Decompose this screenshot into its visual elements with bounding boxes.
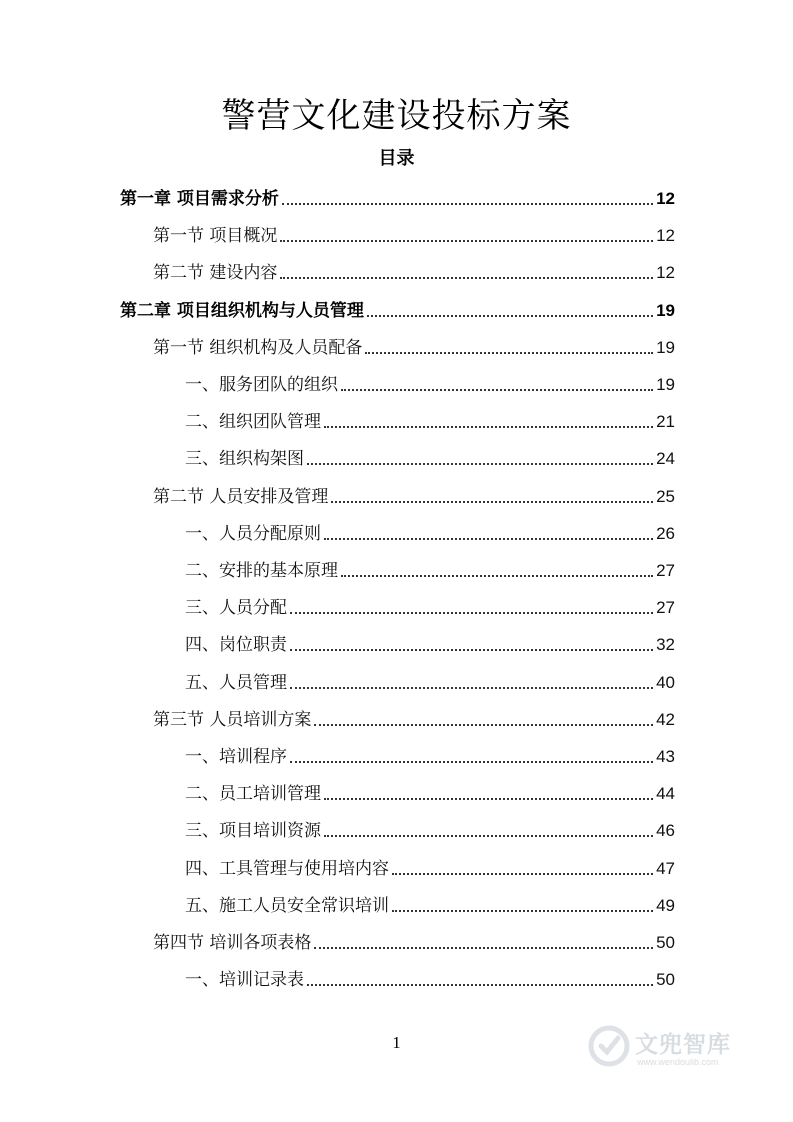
toc-dot-leader (282, 203, 653, 205)
toc-entry-label: 第一节 项目概况 (153, 226, 278, 247)
toc-entry-label: 第二节 人员安排及管理 (153, 486, 329, 507)
toc-entry[interactable] (153, 478, 675, 508)
toc-entry[interactable] (185, 961, 675, 991)
toc-entry-label: 第一章 项目需求分析 (120, 189, 279, 209)
toc-dot-leader (365, 352, 653, 354)
watermark-text: 文兜智库 (635, 1032, 731, 1058)
toc-entry-page: 50 (656, 970, 675, 990)
toc-entry-label: 四、岗位职责 (185, 635, 287, 656)
toc-entry[interactable] (185, 552, 675, 582)
toc-entry-page: 43 (656, 747, 675, 766)
toc-dot-leader (367, 315, 653, 317)
toc-dot-leader (314, 724, 653, 726)
toc-entry[interactable] (185, 589, 675, 619)
toc-entry-page: 26 (656, 523, 675, 543)
toc-entry-label: 三、项目培训资源 (185, 821, 321, 842)
toc-entry-page: 27 (656, 561, 675, 580)
toc-entry-page: 42 (656, 709, 675, 729)
toc-entry-page: 40 (656, 672, 675, 692)
toc-heading: 目录 (378, 148, 415, 169)
toc-entry[interactable] (185, 366, 675, 396)
toc-entry-label: 四、工具管理与使用培内容 (185, 858, 389, 879)
toc-entry-label: 第四节 培训各项表格 (153, 933, 312, 953)
toc-entry-label: 五、人员管理 (185, 672, 287, 693)
watermark-url: www.wendoulib.com (637, 1057, 719, 1067)
toc-entry-label: 一、培训记录表 (185, 970, 304, 991)
toc-entry-label: 第三节 人员培训方案 (153, 709, 312, 730)
toc-dot-leader (290, 612, 653, 614)
toc-entry-label: 第二节 建设内容 (153, 263, 278, 284)
toc-entry-label: 三、组织构架图 (185, 449, 304, 470)
toc-entry-page: 32 (656, 635, 675, 655)
toc-entry[interactable] (185, 738, 675, 768)
toc-entry[interactable] (185, 440, 675, 470)
toc-entry[interactable] (185, 775, 675, 805)
toc-entry-label: 二、安排的基本原理 (185, 561, 338, 581)
toc-entry[interactable] (185, 515, 675, 545)
toc-entry-page: 19 (656, 337, 675, 357)
toc-entry-page: 27 (656, 598, 675, 618)
toc-entry[interactable] (120, 292, 675, 322)
toc-entry-label: 第一节 组织机构及人员配备 (153, 337, 363, 358)
toc-dot-leader (392, 910, 653, 912)
document-title: 警营文化建设投标方案 (221, 96, 572, 136)
toc-entry-page: 19 (656, 300, 675, 320)
toc-entry[interactable] (120, 180, 675, 210)
logo-icon (587, 1024, 631, 1068)
toc-dot-leader (341, 389, 653, 391)
toc-entry[interactable] (185, 664, 675, 694)
toc-entry[interactable] (153, 329, 675, 359)
toc-dot-leader (392, 873, 653, 875)
toc-entry-page: 49 (656, 895, 675, 915)
toc-entry-page: 25 (656, 486, 675, 506)
toc-dot-leader (324, 835, 653, 837)
toc-dot-leader (307, 463, 653, 465)
toc-dot-leader (280, 277, 653, 279)
toc-dot-leader (324, 426, 653, 428)
toc-entry-page: 47 (656, 858, 675, 878)
toc-entry-label: 三、人员分配 (185, 598, 287, 619)
toc-entry-page: 46 (656, 821, 675, 841)
toc-dot-leader (341, 575, 653, 577)
toc-entry-page: 12 (656, 189, 675, 208)
toc-dot-leader (324, 798, 653, 800)
toc-entry-page: 44 (656, 784, 675, 804)
toc-dot-leader (307, 984, 653, 986)
toc-entry[interactable] (153, 924, 675, 954)
toc-entry[interactable] (185, 812, 675, 842)
toc-entry[interactable] (153, 254, 675, 284)
toc-entry-page: 12 (656, 226, 675, 246)
toc-dot-leader (331, 501, 653, 503)
toc-entry-page: 50 (656, 933, 675, 952)
toc-entry[interactable] (185, 887, 675, 917)
toc-entry[interactable] (185, 850, 675, 880)
toc-entry-page: 24 (656, 449, 675, 469)
toc-entry-page: 12 (656, 263, 675, 283)
toc-dot-leader (290, 761, 653, 763)
toc-dot-leader (290, 687, 653, 689)
toc-entry-label: 二、员工培训管理 (185, 784, 321, 805)
toc-dot-leader (324, 538, 653, 540)
toc-entry[interactable] (185, 626, 675, 656)
toc-entry-label: 二、组织团队管理 (185, 412, 321, 433)
toc-dot-leader (280, 240, 653, 242)
toc-entry[interactable] (185, 403, 675, 433)
page-number: 1 (392, 1033, 401, 1052)
toc-entry-page: 21 (656, 412, 675, 432)
toc-entry-label: 一、人员分配原则 (185, 523, 321, 544)
toc-entry-label: 一、培训程序 (185, 747, 287, 767)
toc-entry-label: 五、施工人员安全常识培训 (185, 895, 389, 916)
toc-entry[interactable] (153, 701, 675, 731)
toc-entry-label: 第二章 项目组织机构与人员管理 (120, 300, 364, 321)
toc-dot-leader (314, 947, 653, 949)
toc-entry[interactable] (153, 217, 675, 247)
watermark (587, 1020, 767, 1080)
toc-entry-label: 一、服务团队的组织 (185, 375, 338, 395)
toc-entry-page: 19 (656, 375, 675, 394)
toc-dot-leader (290, 649, 653, 651)
